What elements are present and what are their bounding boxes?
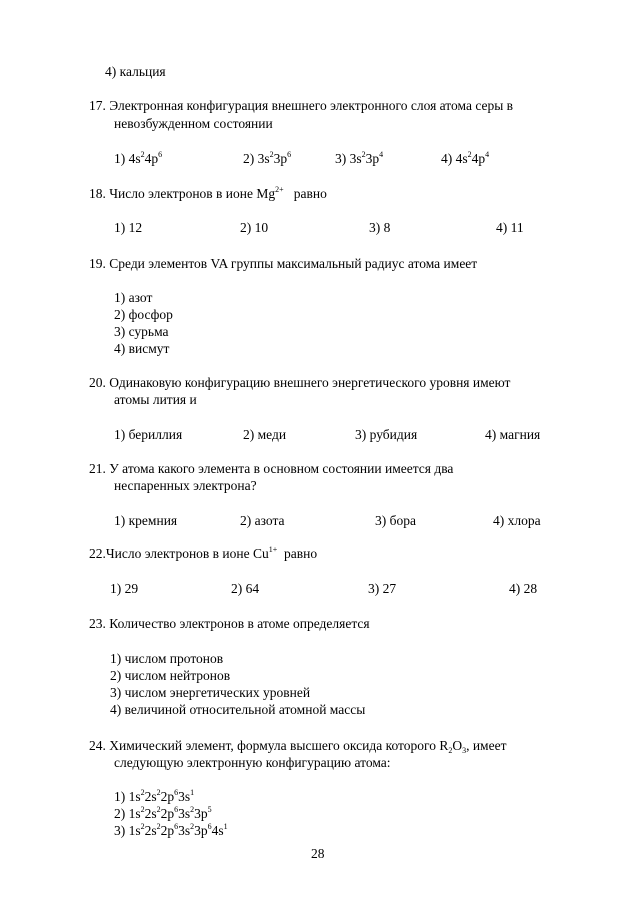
q23-text: 23. Количество электронов в атоме определяется (89, 616, 370, 631)
q21-text-line2: неспаренных электрона? (114, 478, 257, 493)
q21-option-4: 4) хлора (493, 513, 541, 528)
q21-option-3: 3) бора (375, 513, 416, 528)
q20-option-3: 3) рубидия (355, 427, 418, 442)
q23-option-2: 2) числом нейтронов (110, 668, 231, 683)
q20-text-line1: 20. Одинаковую конфигурацию внешнего энергетического уровня имеют (89, 375, 511, 390)
q21-text-line1: 21. У атома какого элемента в основном состоянии имеется два (89, 461, 454, 476)
q17-text-line2: невозбужденном состоянии (114, 116, 273, 131)
q22-option-2: 2) 64 (231, 581, 260, 596)
q19-option-3: 3) сурьма (114, 324, 169, 339)
q21-option-1: 1) кремния (114, 513, 178, 528)
q21-option-2: 2) азота (240, 513, 285, 528)
q19-option-1: 1) азот (114, 290, 153, 305)
q20-option-4: 4) магния (485, 427, 541, 442)
q24-option-2: 2) $1s^22s^22p^63s^23p^5$ (114, 805, 212, 821)
q17-text-line1: 17. Электронная конфигурация внешнего электронного слоя атома серы в (89, 98, 514, 113)
q23-option-1: 1) числом протонов (110, 651, 224, 666)
q18-text: 18. Число электронов в ионе $Mg^{2+}$ равно (89, 185, 327, 201)
q19-option-2: 2) фосфор (114, 307, 173, 322)
q24-text-line1: 24. Химический элемент, формула высшего оксида которого $R_2O_3$, имеет (89, 738, 507, 755)
q20-option-1: 1) бериллия (114, 427, 183, 442)
q20-text-line2: атомы лития и (114, 392, 197, 407)
q18-option-4: 4) 11 (496, 220, 524, 235)
q18-option-2: 2) 10 (240, 220, 269, 235)
q20-option-2: 2) меди (243, 427, 287, 442)
q24-option-3: 3) $1s^22s^22p^63s^23p^64s^1$ (114, 822, 228, 838)
q17-option-2: 2) $3s^23p^6$ (243, 150, 292, 166)
q22-option-3: 3) 27 (368, 581, 397, 596)
q22-option-1: 1) 29 (110, 581, 139, 596)
page-number: 28 (311, 846, 325, 861)
q23-option-4: 4) величиной относительной атомной массы (110, 702, 366, 717)
q18-option-3: 3) 8 (369, 220, 391, 235)
q17-option-4: 4) $4s^24p^4$ (441, 150, 490, 166)
q17-option-3: 3) $3s^23p^4$ (335, 150, 384, 166)
q18-option-1: 1) 12 (114, 220, 143, 235)
q19-option-4: 4) висмут (114, 341, 170, 356)
q23-option-3: 3) числом энергетических уровней (110, 685, 311, 700)
q22-text: 22.Число электронов в ионе $Cu^{1+}$ равно (89, 545, 318, 561)
q24-text-line2: следующую электронную конфигурацию атома: (114, 755, 391, 770)
q24-option-1: 1) $1s^22s^22p^63s^1$ (114, 788, 195, 804)
q17-option-1: 1) $4s^24p^6$ (114, 150, 163, 166)
q19-text: 19. Среди элементов VA группы максимальный радиус атома имеет (89, 256, 478, 271)
q16-option-4: 4) кальция (105, 64, 166, 79)
q22-option-4: 4) 28 (509, 581, 538, 596)
